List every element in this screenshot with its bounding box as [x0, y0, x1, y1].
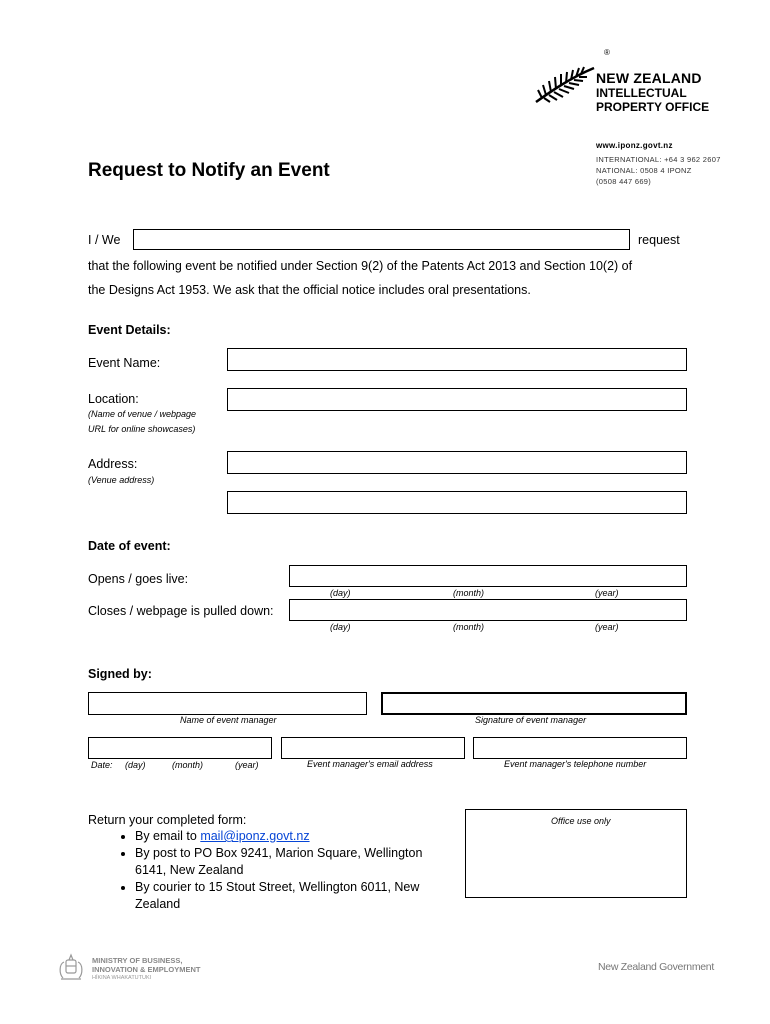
event-manager-name-label: Name of event manager	[180, 715, 277, 725]
intro-line2: the Designs Act 1953. We ask that the official notice includes oral presentations.	[88, 283, 531, 297]
email-address-field[interactable]	[281, 737, 465, 759]
page-title: Request to Notify an Event	[88, 160, 330, 181]
signed-date-field[interactable]	[88, 737, 272, 759]
signed-month-label: (month)	[172, 760, 204, 770]
email-link[interactable]: mail@iponz.govt.nz	[200, 829, 310, 843]
location-hint-1: (Name of venue / webpage	[88, 409, 197, 419]
mbie-line3: HĪKINA WHAKATUTUKI	[92, 975, 152, 981]
contact-national-alt: (0508 447 669)	[596, 177, 652, 186]
logo-line1: NEW ZEALAND	[596, 70, 702, 86]
logo-line2: INTELLECTUAL	[596, 86, 687, 100]
return-courier-item: • By courier to 15 Stout Street, Wellington 6011, New Zealand	[135, 879, 455, 913]
opens-month-label: (month)	[453, 588, 485, 598]
location-label: Location:	[88, 392, 139, 406]
contact-national: NATIONAL: 0508 4 IPONZ	[596, 166, 692, 175]
silver-fern-icon	[532, 62, 596, 106]
signed-date-label: Date:	[91, 760, 113, 770]
closes-month-label: (month)	[453, 622, 485, 632]
telephone-field[interactable]	[473, 737, 687, 759]
return-methods-list	[100, 828, 455, 913]
logo-line3: PROPERTY OFFICE	[596, 100, 710, 114]
i-we-label: I / We	[88, 233, 121, 247]
nz-government-wordmark: New Zealand Government	[598, 961, 714, 973]
signature-field[interactable]	[381, 692, 687, 715]
signed-year-label: (year)	[235, 760, 259, 770]
address-field-2[interactable]	[227, 491, 687, 514]
event-details-heading: Event Details:	[88, 323, 171, 337]
mbie-line1: MINISTRY OF BUSINESS,	[92, 956, 183, 965]
closes-day-label: (day)	[330, 622, 351, 632]
iponz-logo	[532, 48, 722, 118]
return-post-item: • By post to PO Box 9241, Marion Square, Wellington 6141, New Zealand	[135, 845, 455, 879]
signed-by-heading: Signed by:	[88, 667, 152, 681]
intro-line1: that the following event be notified under Section 9(2) of the Patents Act 2013 and Section 10(2) of	[88, 259, 633, 273]
opens-year-label: (year)	[595, 588, 619, 598]
applicant-name-field[interactable]	[133, 229, 630, 250]
signed-day-label: (day)	[125, 760, 146, 770]
date-of-event-heading: Date of event:	[88, 539, 171, 553]
closes-year-label: (year)	[595, 622, 619, 632]
event-name-label: Event Name:	[88, 356, 161, 370]
return-email-prefix: By email to	[135, 829, 201, 843]
location-hint-2: URL for online showcases)	[88, 424, 196, 434]
office-use-label: Office use only	[551, 816, 611, 826]
opens-label: Opens / goes live:	[88, 572, 189, 586]
address-label: Address:	[88, 457, 138, 471]
nz-coat-of-arms-icon	[55, 952, 87, 982]
opens-day-label: (day)	[330, 588, 351, 598]
address-field-1[interactable]	[227, 451, 687, 474]
email-address-label: Event manager's email address	[307, 759, 433, 769]
telephone-label: Event manager's telephone number	[504, 759, 647, 769]
return-heading: Return your completed form:	[88, 813, 247, 827]
mbie-line2: INNOVATION & EMPLOYMENT	[92, 965, 201, 974]
closes-label: Closes / webpage is pulled down:	[88, 604, 274, 618]
contact-website: www.iponz.govt.nz	[596, 141, 673, 150]
signature-label: Signature of event manager	[475, 715, 587, 725]
return-email-item	[135, 828, 455, 845]
contact-international: INTERNATIONAL: +64 3 962 2607	[596, 155, 721, 164]
request-label: request	[638, 233, 680, 247]
address-hint: (Venue address)	[88, 475, 155, 485]
event-manager-name-field[interactable]	[88, 692, 367, 715]
registered-mark: ®	[604, 48, 610, 57]
closes-date-field[interactable]	[289, 599, 687, 621]
opens-date-field[interactable]	[289, 565, 687, 587]
event-name-field[interactable]	[227, 348, 687, 371]
location-field[interactable]	[227, 388, 687, 411]
